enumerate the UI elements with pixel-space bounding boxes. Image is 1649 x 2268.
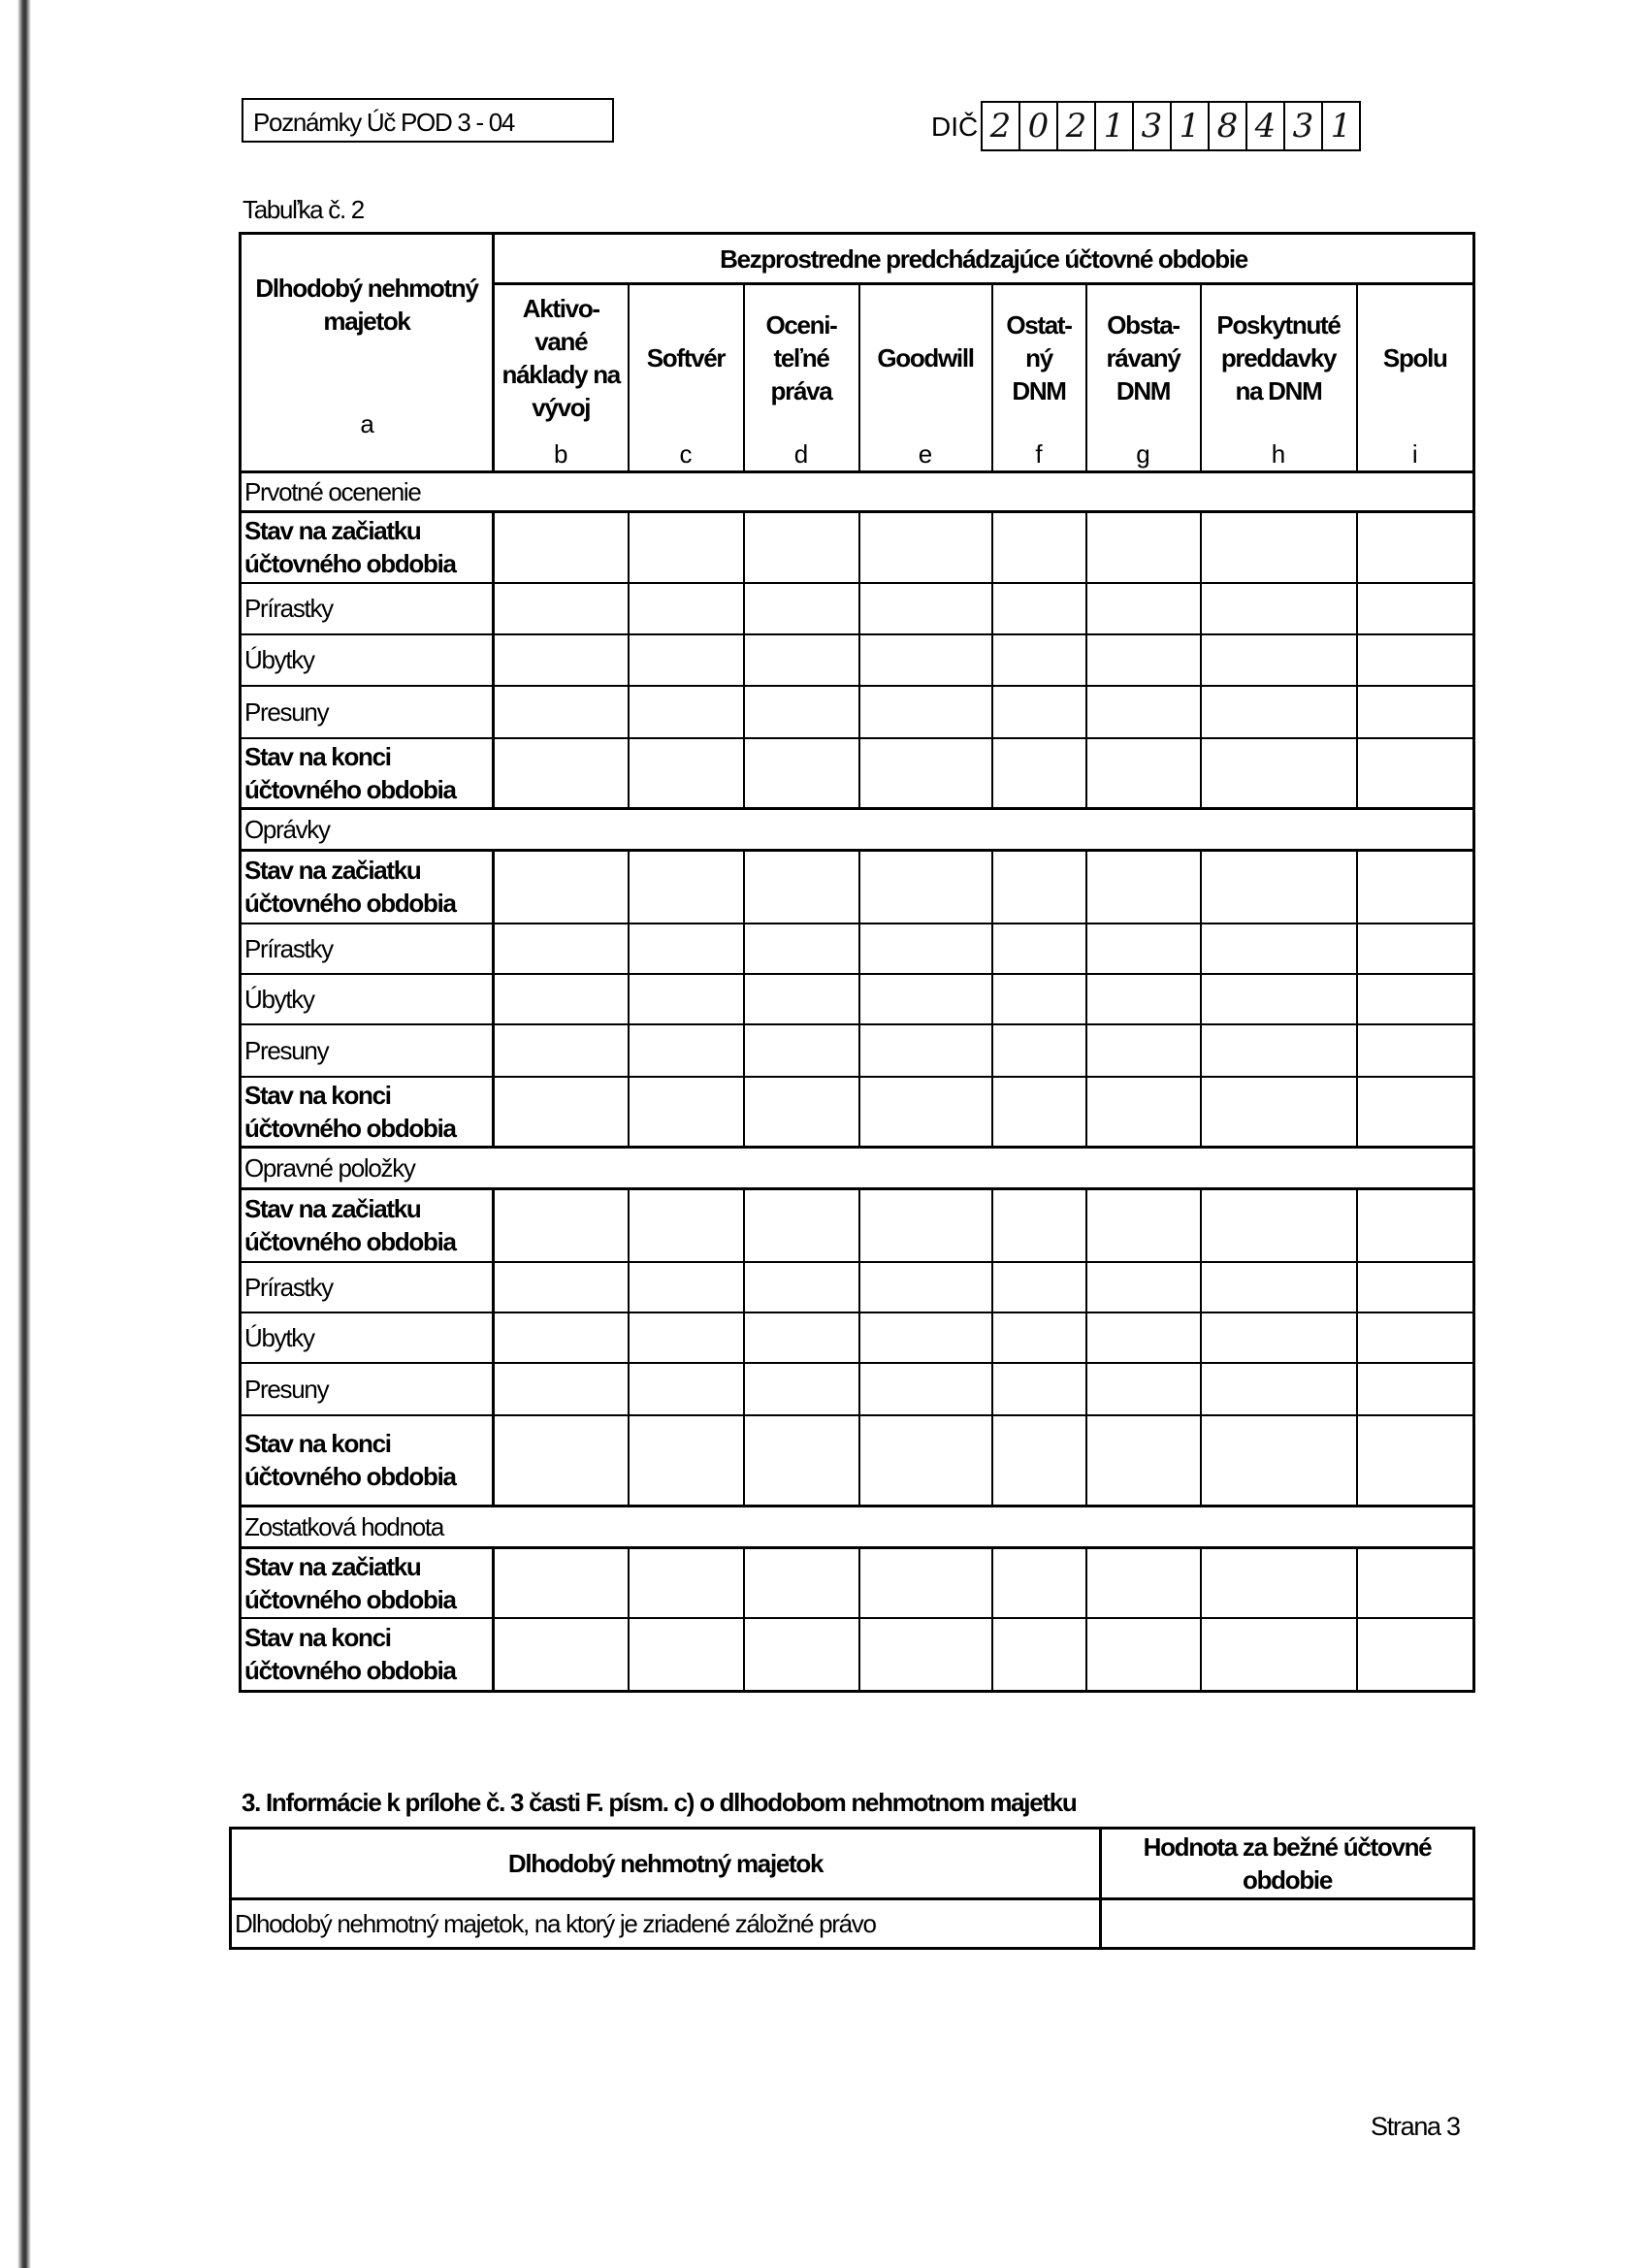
value-cell[interactable] <box>1201 923 1357 974</box>
value-cell[interactable] <box>1201 1189 1357 1262</box>
value-cell[interactable] <box>1201 1262 1357 1312</box>
value-cell[interactable] <box>1357 974 1474 1024</box>
value-cell[interactable] <box>992 851 1086 923</box>
value-cell[interactable] <box>629 1262 744 1312</box>
row-label: Stav na konci účtovného obdobia <box>241 1618 494 1692</box>
value-cell[interactable] <box>1201 634 1357 686</box>
value-cell[interactable] <box>992 1189 1086 1262</box>
value-cell[interactable] <box>494 1024 629 1077</box>
row-label: Úbytky <box>241 974 494 1024</box>
column-header <box>629 284 744 472</box>
value-cell[interactable] <box>629 512 744 583</box>
value-cell[interactable] <box>1357 923 1474 974</box>
value-cell[interactable] <box>1201 851 1357 923</box>
value-cell[interactable] <box>494 1077 629 1148</box>
value-cell[interactable] <box>1201 583 1357 634</box>
row-label: Úbytky <box>241 634 494 686</box>
value-cell[interactable] <box>859 1363 992 1415</box>
column-header-label: Ostat-ný DNM <box>1006 310 1072 405</box>
table-row <box>241 851 1474 923</box>
table-row <box>241 634 1474 686</box>
value-cell[interactable] <box>1357 583 1474 634</box>
row-label: Stav na začiatku účtovného obdobia <box>241 851 494 923</box>
section-title: Opravné položky <box>241 1148 1474 1189</box>
value-cell[interactable] <box>859 1189 992 1262</box>
value-cell[interactable] <box>1086 974 1201 1024</box>
value-cell[interactable] <box>1086 1363 1201 1415</box>
column-header-label: Aktivo-vané náklady na vývoj <box>501 294 620 422</box>
dic-digit[interactable]: 8 <box>1210 103 1247 149</box>
value-cell[interactable] <box>1357 1077 1474 1148</box>
dic-digit[interactable]: 1 <box>1172 103 1210 149</box>
table-row <box>241 923 1474 974</box>
group-header: Bezprostredne predchádzajúce účtovné obdobie <box>494 234 1474 284</box>
pledged-assets-value[interactable] <box>1101 1899 1474 1949</box>
dic-digit[interactable]: 3 <box>1285 103 1323 149</box>
value-cell[interactable] <box>1357 1262 1474 1312</box>
value-cell[interactable] <box>744 1548 859 1618</box>
value-cell[interactable] <box>992 634 1086 686</box>
value-cell[interactable] <box>859 1415 992 1507</box>
column-header-label: Obsta-rávaný DNM <box>1106 310 1180 405</box>
column-header <box>744 284 859 472</box>
value-cell[interactable] <box>1201 1024 1357 1077</box>
value-cell[interactable] <box>494 1415 629 1507</box>
value-cell[interactable] <box>629 974 744 1024</box>
table-row <box>241 1548 1474 1618</box>
value-cell[interactable] <box>1086 1618 1201 1692</box>
value-cell[interactable] <box>859 1024 992 1077</box>
value-cell[interactable] <box>494 1262 629 1312</box>
value-cell[interactable] <box>629 1024 744 1077</box>
table-row <box>241 1618 1474 1692</box>
value-cell[interactable] <box>1086 1262 1201 1312</box>
page-number: Strana 3 <box>1371 2112 1460 2141</box>
value-cell[interactable] <box>1086 1548 1201 1618</box>
value-cell[interactable] <box>992 1618 1086 1692</box>
table-row <box>241 512 1474 583</box>
value-cell[interactable] <box>1357 634 1474 686</box>
value-cell[interactable] <box>494 1189 629 1262</box>
scan-edge <box>17 0 31 2268</box>
value-cell[interactable] <box>744 1077 859 1148</box>
value-cell[interactable] <box>1086 1077 1201 1148</box>
pledged-assets-label: Dlhodobý nehmotný majetok, na ktorý je zriadené záložné právo <box>231 1899 1101 1949</box>
table-row <box>241 1415 1474 1507</box>
row-label: Presuny <box>241 1024 494 1077</box>
value-cell[interactable] <box>629 1618 744 1692</box>
value-cell[interactable] <box>744 1618 859 1692</box>
value-cell[interactable] <box>744 686 859 738</box>
value-cell[interactable] <box>744 738 859 809</box>
value-cell[interactable] <box>859 851 992 923</box>
row-label: Stav na konci účtovného obdobia <box>241 1415 494 1507</box>
value-cell[interactable] <box>629 1077 744 1148</box>
row-label: Prírastky <box>241 923 494 974</box>
value-cell[interactable] <box>1201 686 1357 738</box>
column-letter: i <box>1411 439 1418 469</box>
column-letter: g <box>1136 439 1150 469</box>
value-cell[interactable] <box>494 1363 629 1415</box>
dic-digit[interactable]: 2 <box>983 103 1020 149</box>
value-cell[interactable] <box>744 1024 859 1077</box>
value-cell[interactable] <box>744 923 859 974</box>
dic-digit[interactable]: 0 <box>1020 103 1058 149</box>
value-cell[interactable] <box>992 686 1086 738</box>
row-label: Presuny <box>241 686 494 738</box>
value-cell[interactable] <box>744 974 859 1024</box>
table-row <box>241 1189 1474 1262</box>
value-cell[interactable] <box>859 923 992 974</box>
value-cell[interactable] <box>992 1415 1086 1507</box>
column-header-label: Goodwill <box>877 343 974 373</box>
value-cell[interactable] <box>859 686 992 738</box>
form-code-box: Poznámky Úč POD 3 - 04 <box>242 98 614 143</box>
value-cell[interactable] <box>629 1415 744 1507</box>
value-cell[interactable] <box>629 851 744 923</box>
value-cell[interactable] <box>629 1189 744 1262</box>
value-cell[interactable] <box>1086 1024 1201 1077</box>
dic-digit[interactable]: 4 <box>1247 103 1285 149</box>
table-row <box>241 1262 1474 1312</box>
value-cell[interactable] <box>744 583 859 634</box>
value-cell[interactable] <box>859 1077 992 1148</box>
value-cell[interactable] <box>1201 974 1357 1024</box>
value-cell[interactable] <box>859 1548 992 1618</box>
row-label: Stav na začiatku účtovného obdobia <box>241 512 494 583</box>
table-row <box>241 1363 1474 1415</box>
value-cell[interactable] <box>992 923 1086 974</box>
table-row <box>241 686 1474 738</box>
value-cell[interactable] <box>629 1363 744 1415</box>
value-cell[interactable] <box>744 1415 859 1507</box>
value-cell[interactable] <box>859 1312 992 1363</box>
table-row <box>241 974 1474 1024</box>
row-label: Stav na začiatku účtovného obdobia <box>241 1189 494 1262</box>
column-letter: b <box>554 439 568 469</box>
column-header <box>494 284 629 472</box>
section-title: Zostatková hodnota <box>241 1507 1474 1548</box>
value-cell[interactable] <box>629 1548 744 1618</box>
value-cell[interactable] <box>859 634 992 686</box>
dic-digit[interactable]: 1 <box>1330 107 1352 146</box>
value-cell[interactable] <box>1357 1363 1474 1415</box>
table-row <box>241 583 1474 634</box>
column-header <box>859 284 992 472</box>
value-cell[interactable] <box>1086 1415 1201 1507</box>
row-label: Stav na konci účtovného obdobia <box>241 738 494 809</box>
value-cell[interactable] <box>1357 686 1474 738</box>
column-header-label: Softvér <box>646 343 726 373</box>
value-cell[interactable] <box>859 738 992 809</box>
column-letter: h <box>1271 439 1286 469</box>
value-cell[interactable] <box>629 583 744 634</box>
value-cell[interactable] <box>1357 851 1474 923</box>
row-label: Prírastky <box>241 1262 494 1312</box>
column-header <box>1086 284 1201 472</box>
value-cell[interactable] <box>1086 512 1201 583</box>
section-title: Oprávky <box>241 809 1474 851</box>
value-cell[interactable] <box>1357 1548 1474 1618</box>
value-cell[interactable] <box>1086 686 1201 738</box>
dic-digit[interactable]: 2 <box>1058 103 1096 149</box>
column-header <box>1201 284 1357 472</box>
row-label: Stav na začiatku účtovného obdobia <box>241 1548 494 1618</box>
value-cell[interactable] <box>744 851 859 923</box>
value-cell[interactable] <box>1201 1077 1357 1148</box>
value-cell[interactable] <box>1201 512 1357 583</box>
row-label: Stav na konci účtovného obdobia <box>241 1077 494 1148</box>
section-3-title: 3. Informácie k prílohe č. 3 časti F. písm. c) o dlhodobom nehmotnom majetku <box>242 1788 1077 1817</box>
value-cell[interactable] <box>744 634 859 686</box>
value-cell[interactable] <box>859 1618 992 1692</box>
value-cell[interactable] <box>494 686 629 738</box>
column-letter: c <box>679 439 693 469</box>
dic-field[interactable] <box>981 101 1361 151</box>
value-cell[interactable] <box>1201 738 1357 809</box>
value-cell[interactable] <box>1086 583 1201 634</box>
value-cell[interactable] <box>494 1618 629 1692</box>
dic-label: DIČ <box>931 112 979 142</box>
value-cell[interactable] <box>629 1312 744 1363</box>
value-cell[interactable] <box>1201 1618 1357 1692</box>
value-cell[interactable] <box>1201 1548 1357 1618</box>
value-cell[interactable] <box>1201 1415 1357 1507</box>
value-cell[interactable] <box>494 1312 629 1363</box>
table-caption: Tabuľka č. 2 <box>242 195 364 224</box>
intangible-assets-table <box>239 232 1475 1693</box>
value-cell[interactable] <box>744 1189 859 1262</box>
value-cell[interactable] <box>992 1262 1086 1312</box>
value-cell[interactable] <box>1086 634 1201 686</box>
value-cell[interactable] <box>1201 1363 1357 1415</box>
value-cell[interactable] <box>992 1363 1086 1415</box>
column-header-label: Spolu <box>1382 343 1447 373</box>
value-cell[interactable] <box>1357 512 1474 583</box>
value-cell[interactable] <box>494 923 629 974</box>
value-cell[interactable] <box>744 1363 859 1415</box>
value-cell[interactable] <box>1201 1312 1357 1363</box>
value-cell[interactable] <box>1357 1618 1474 1692</box>
value-cell[interactable] <box>494 974 629 1024</box>
value-cell[interactable] <box>494 738 629 809</box>
value-cell[interactable] <box>1357 1189 1474 1262</box>
value-cell[interactable] <box>744 1262 859 1312</box>
value-cell[interactable] <box>629 923 744 974</box>
column-header-label: Poskytnuté preddavky na DNM <box>1216 310 1341 405</box>
row-header-cell <box>241 234 494 472</box>
column-letter: e <box>918 439 933 469</box>
value-cell[interactable] <box>992 974 1086 1024</box>
column-header-label: Oceni-teľné práva <box>765 310 837 405</box>
dic-digit[interactable]: 1 <box>1096 103 1134 149</box>
value-cell[interactable] <box>494 512 629 583</box>
column-header <box>1357 284 1474 472</box>
value-cell[interactable] <box>992 583 1086 634</box>
value-cell[interactable] <box>629 738 744 809</box>
value-cell[interactable] <box>992 1312 1086 1363</box>
value-cell[interactable] <box>494 583 629 634</box>
column-letter: a <box>360 409 373 438</box>
row-label: Úbytky <box>241 1312 494 1363</box>
value-cell[interactable] <box>1357 1312 1474 1363</box>
value-cell[interactable] <box>494 634 629 686</box>
col-header-asset: Dlhodobý nehmotný majetok <box>231 1829 1101 1899</box>
table-row <box>241 1077 1474 1148</box>
value-cell[interactable] <box>992 738 1086 809</box>
value-cell[interactable] <box>859 512 992 583</box>
row-header-label: Dlhodobý nehmotný majetok <box>255 274 478 336</box>
row-label: Prírastky <box>241 583 494 634</box>
pledged-assets-table <box>229 1827 1475 1950</box>
value-cell[interactable] <box>1086 1189 1201 1262</box>
value-cell[interactable] <box>1086 851 1201 923</box>
dic-digit[interactable]: 3 <box>1134 103 1172 149</box>
value-cell[interactable] <box>859 974 992 1024</box>
table-row <box>241 1312 1474 1363</box>
value-cell[interactable] <box>1086 1312 1201 1363</box>
value-cell[interactable] <box>1357 1415 1474 1507</box>
value-cell[interactable] <box>744 512 859 583</box>
table-row <box>241 738 1474 809</box>
value-cell[interactable] <box>992 1024 1086 1077</box>
col-header-value: Hodnota za bežné účtovné obdobie <box>1101 1829 1474 1899</box>
row-label: Presuny <box>241 1363 494 1415</box>
table-row <box>241 1024 1474 1077</box>
value-cell[interactable] <box>1086 738 1201 809</box>
column-letter: d <box>793 439 809 469</box>
value-cell[interactable] <box>494 851 629 923</box>
value-cell[interactable] <box>629 634 744 686</box>
value-cell[interactable] <box>744 1312 859 1363</box>
value-cell[interactable] <box>992 1548 1086 1618</box>
value-cell[interactable] <box>1357 738 1474 809</box>
value-cell[interactable] <box>992 1077 1086 1148</box>
section-title: Prvotné ocenenie <box>241 472 1474 512</box>
value-cell[interactable] <box>1086 923 1201 974</box>
value-cell[interactable] <box>494 1548 629 1618</box>
value-cell[interactable] <box>859 1262 992 1312</box>
column-header <box>992 284 1086 472</box>
value-cell[interactable] <box>629 686 744 738</box>
value-cell[interactable] <box>992 512 1086 583</box>
column-letter: f <box>1035 439 1043 469</box>
value-cell[interactable] <box>859 583 992 634</box>
value-cell[interactable] <box>1357 1024 1474 1077</box>
